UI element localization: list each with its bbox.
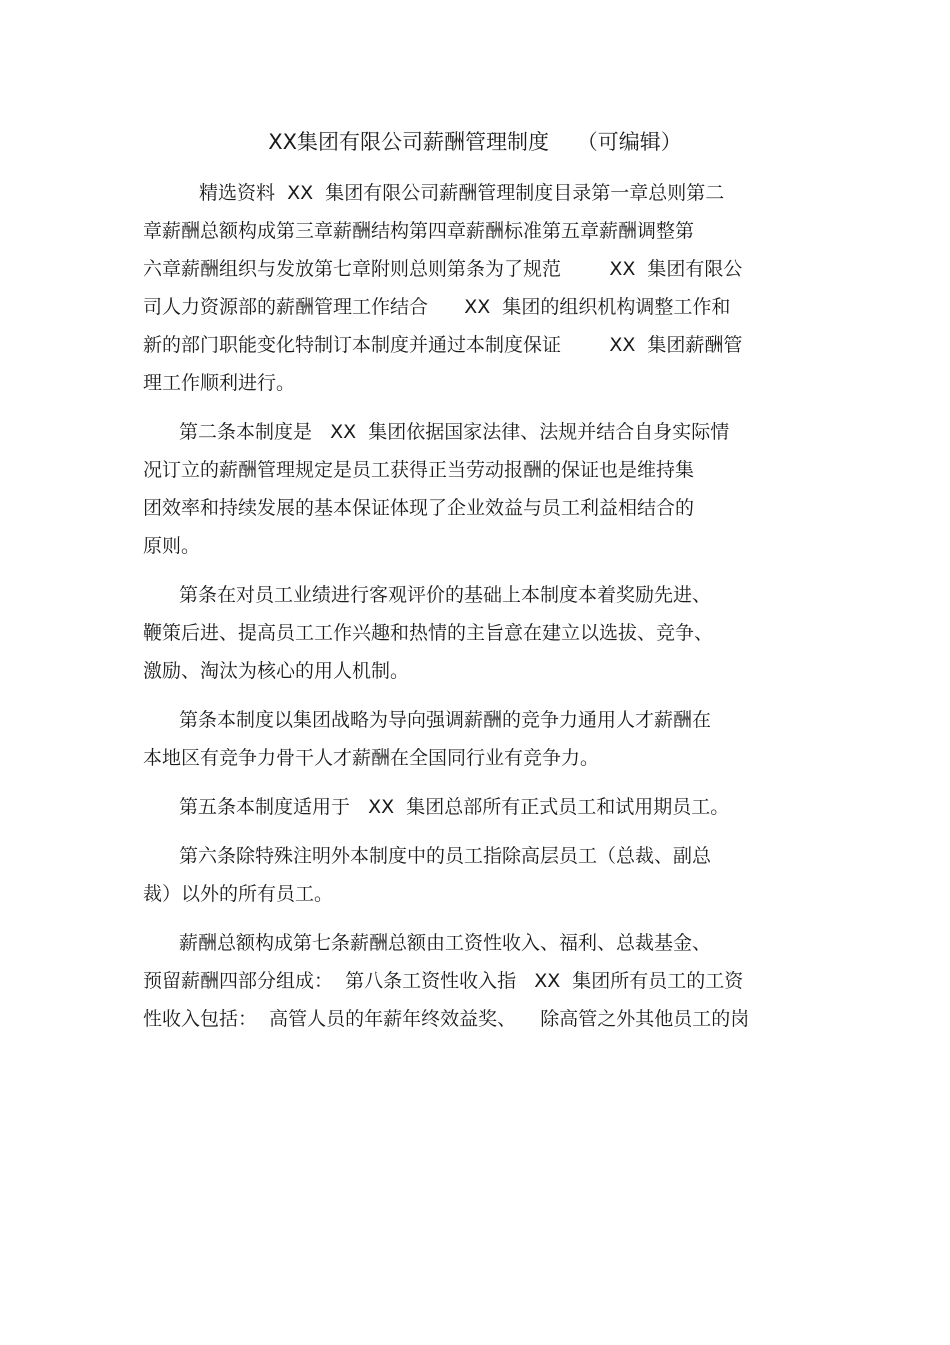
text-line: 预留薪酬四部分组成： 第八条工资性收入指 XX 集团所有员工的工资 <box>143 970 744 992</box>
text-line: 本地区有竞争力骨干人才薪酬在全国同行业有竞争力。 <box>143 747 600 769</box>
paragraph <box>143 701 823 777</box>
paragraph <box>143 924 823 1038</box>
text-line: 况订立的薪酬管理规定是员工获得正当劳动报酬的保证也是维持集 <box>143 459 695 481</box>
text-line: 新的部门职能变化特制订本制度并通过本制度保证 XX 集团薪酬管 <box>143 334 743 356</box>
text-line: 第五条本制度适用于 XX 集团总部所有正式员工和试用期员工。 <box>179 796 730 818</box>
text-line: 性收入包括： 高管人员的年薪年终效益奖、 除高管之外其他员工的岗 <box>143 1008 750 1030</box>
paragraph <box>143 837 823 913</box>
text-line: 裁）以外的所有员工。 <box>143 883 334 905</box>
document-body <box>143 174 823 1038</box>
text-line: 第二条本制度是 XX 集团依据国家法律、法规并结合自身实际情 <box>179 421 730 443</box>
text-line: 理工作顺利进行。 <box>143 372 296 394</box>
text-line: 六章薪酬组织与发放第七章附则总则第条为了规范 XX 集团有限公 <box>143 258 743 280</box>
text-line: 鞭策后进、提高员工工作兴趣和热情的主旨意在建立以选拔、竞争、 <box>143 622 714 644</box>
text-line: 司人力资源部的薪酬管理工作结合 XX 集团的组织机构调整工作和 <box>143 296 731 318</box>
text-line: 第条在对员工业绩进行客观评价的基础上本制度本着奖励先进、 <box>179 584 712 606</box>
text-line: 第六条除特殊注明外本制度中的员工指除高层员工（总裁、副总 <box>179 845 712 867</box>
paragraph <box>143 413 823 565</box>
paragraph <box>143 174 823 402</box>
text-line: 精选资料 XX 集团有限公司薪酬管理制度目录第一章总则第二 <box>199 182 725 204</box>
paragraph <box>143 576 823 690</box>
text-line: 激励、淘汰为核心的用人机制。 <box>143 660 410 682</box>
text-line: 团效率和持续发展的基本保证体现了企业效益与员工利益相结合的 <box>143 497 695 519</box>
text-line: 原则。 <box>143 535 201 557</box>
text-line: 第条本制度以集团战略为导向强调薪酬的竞争力通用人才薪酬在 <box>179 709 712 731</box>
document-title: XX集团有限公司薪酬管理制度 （可编辑） <box>268 130 682 154</box>
text-line: 章薪酬总额构成第三章薪酬结构第四章薪酬标准第五章薪酬调整第 <box>143 220 695 242</box>
paragraph <box>143 788 823 826</box>
text-line: 薪酬总额构成第七条薪酬总额由工资性收入、福利、总裁基金、 <box>179 932 712 954</box>
